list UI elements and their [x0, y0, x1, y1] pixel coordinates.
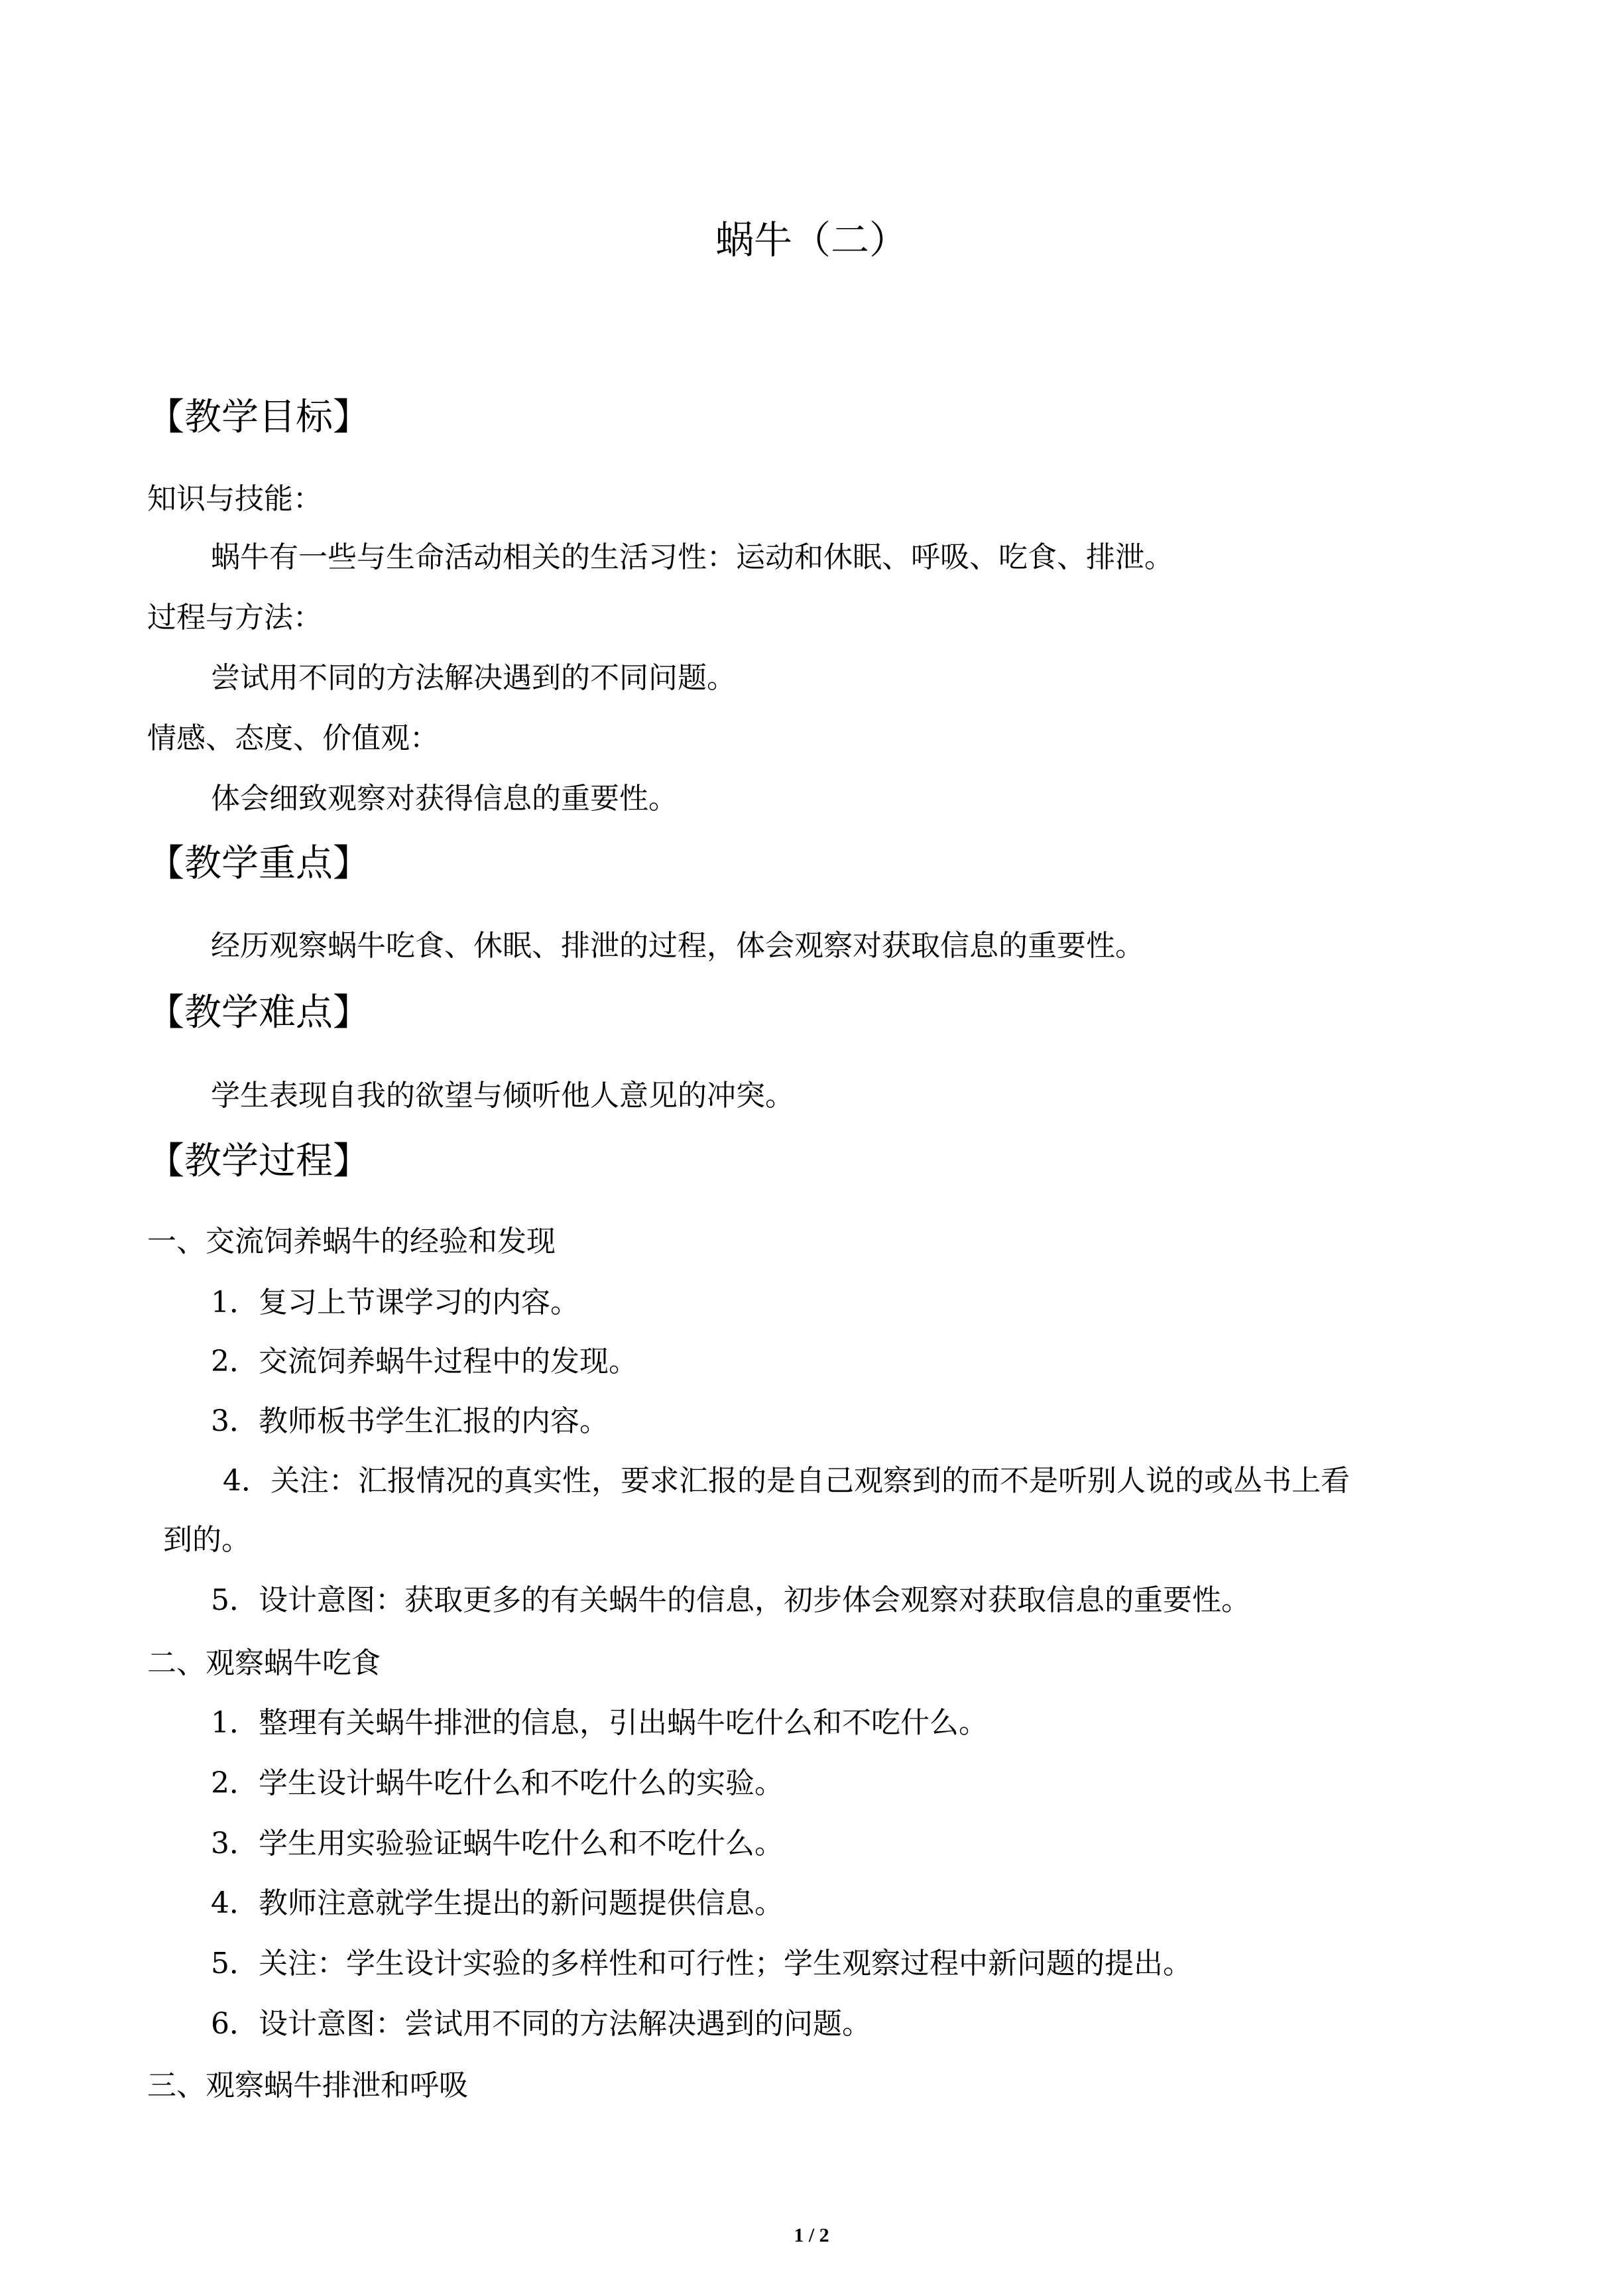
page-number: 1 / 2 — [794, 2224, 829, 2246]
list-item: 2．学生设计蜗牛吃什么和不吃什么的实验。 — [211, 1766, 784, 1800]
emotion-label: 情感、态度、价值观： — [147, 721, 439, 755]
list-item: 4．关注：汇报情况的真实性，要求汇报的是自己观察到的而不是听别人说的或丛书上看 — [223, 1464, 1350, 1498]
list-item: 2．交流饲养蜗牛过程中的发现。 — [211, 1345, 638, 1378]
part3-heading: 三、观察蜗牛排泄和呼吸 — [147, 2069, 468, 2102]
list-item: 3．教师板书学生汇报的内容。 — [211, 1404, 609, 1438]
process-method-text: 尝试用不同的方法解决遇到的不同问题。 — [211, 661, 736, 695]
key-points-text: 经历观察蜗牛吃食、休眠、排泄的过程，体会观察对获取信息的重要性。 — [211, 929, 1144, 963]
knowledge-label: 知识与技能： — [147, 482, 322, 516]
list-item: 6．设计意图：尝试用不同的方法解决遇到的问题。 — [211, 2007, 871, 2041]
list-item: 5．设计意图：获取更多的有关蜗牛的信息，初步体会观察对获取信息的重要性。 — [211, 1583, 1250, 1617]
section-heading-objectives: 【教学目标】 — [147, 396, 370, 439]
part1-heading: 一、交流饲养蜗牛的经验和发现 — [147, 1225, 556, 1258]
list-item-continuation: 到的。 — [163, 1523, 251, 1557]
knowledge-text: 蜗牛有一些与生命活动相关的生活习性：运动和休眠、呼吸、吃食、排泄。 — [211, 540, 1173, 574]
list-item: 1．复习上节课学习的内容。 — [211, 1286, 579, 1319]
part2-heading: 二、观察蜗牛吃食 — [147, 1646, 381, 1680]
difficulties-text: 学生表现自我的欲望与倾听他人意见的冲突。 — [211, 1079, 794, 1113]
process-method-label: 过程与方法： — [147, 601, 322, 634]
page-title: 蜗牛（二） — [715, 217, 908, 263]
section-heading-difficulties: 【教学难点】 — [147, 991, 370, 1034]
section-heading-process: 【教学过程】 — [147, 1140, 370, 1183]
list-item: 4．教师注意就学生提出的新问题提供信息。 — [211, 1886, 784, 1920]
list-item: 1．整理有关蜗牛排泄的信息，引出蜗牛吃什么和不吃什么。 — [211, 1706, 988, 1740]
section-heading-key-points: 【教学重点】 — [147, 842, 370, 885]
emotion-text: 体会细致观察对获得信息的重要性。 — [211, 782, 678, 816]
list-item: 3．学生用实验验证蜗牛吃什么和不吃什么。 — [211, 1827, 784, 1860]
list-item: 5．关注：学生设计实验的多样性和可行性；学生观察过程中新问题的提出。 — [211, 1947, 1192, 1980]
